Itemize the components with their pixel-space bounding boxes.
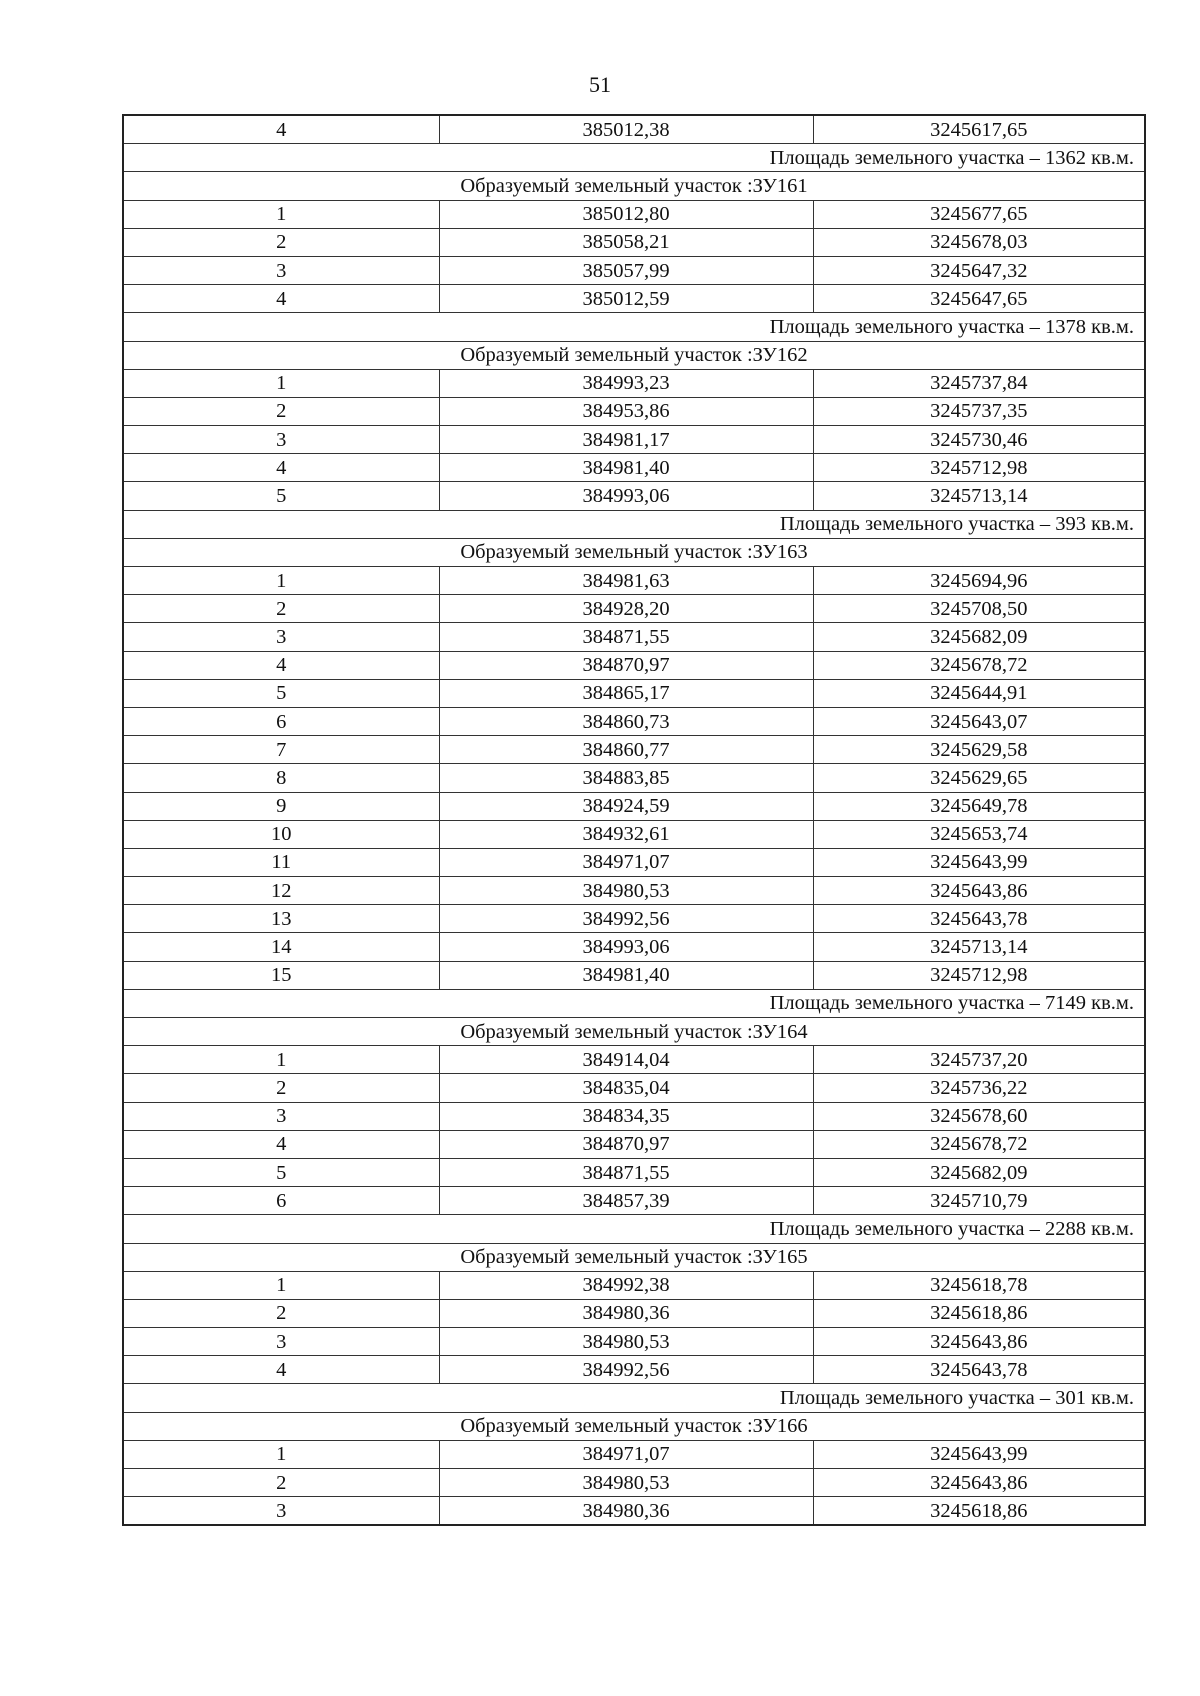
point-number-cell: 5 bbox=[123, 482, 439, 510]
x-coordinate-cell: 384860,77 bbox=[439, 736, 813, 764]
y-coordinate-cell: 3245617,65 bbox=[813, 115, 1145, 144]
y-coordinate-cell: 3245713,14 bbox=[813, 482, 1145, 510]
point-number-cell: 2 bbox=[123, 1074, 439, 1102]
x-coordinate-cell: 384971,07 bbox=[439, 848, 813, 876]
x-coordinate-cell: 384980,53 bbox=[439, 1469, 813, 1497]
table-row bbox=[123, 369, 1145, 397]
point-number-cell: 4 bbox=[123, 454, 439, 482]
table-row bbox=[123, 200, 1145, 228]
x-coordinate-cell: 384993,06 bbox=[439, 482, 813, 510]
table-row bbox=[123, 679, 1145, 707]
x-coordinate-cell: 384993,06 bbox=[439, 933, 813, 961]
x-coordinate-cell: 384870,97 bbox=[439, 1130, 813, 1158]
table-row bbox=[123, 482, 1145, 510]
parcel-header-row bbox=[123, 1018, 1145, 1046]
y-coordinate-cell: 3245712,98 bbox=[813, 961, 1145, 989]
parcel-title: Образуемый земельный участок :ЗУ166 bbox=[123, 1412, 1145, 1440]
x-coordinate-cell: 384883,85 bbox=[439, 764, 813, 792]
point-number-cell: 3 bbox=[123, 1328, 439, 1356]
y-coordinate-cell: 3245737,20 bbox=[813, 1046, 1145, 1074]
y-coordinate-cell: 3245629,65 bbox=[813, 764, 1145, 792]
point-number-cell: 6 bbox=[123, 1187, 439, 1215]
table-row bbox=[123, 877, 1145, 905]
point-number-cell: 15 bbox=[123, 961, 439, 989]
point-number-cell: 11 bbox=[123, 848, 439, 876]
table-row bbox=[123, 595, 1145, 623]
x-coordinate-cell: 384953,86 bbox=[439, 397, 813, 425]
point-number-cell: 6 bbox=[123, 707, 439, 735]
point-number-cell: 1 bbox=[123, 369, 439, 397]
y-coordinate-cell: 3245678,60 bbox=[813, 1102, 1145, 1130]
y-coordinate-cell: 3245678,03 bbox=[813, 228, 1145, 256]
table-row bbox=[123, 1046, 1145, 1074]
table-row bbox=[123, 1469, 1145, 1497]
table-row bbox=[123, 1497, 1145, 1526]
x-coordinate-cell: 384980,53 bbox=[439, 877, 813, 905]
y-coordinate-cell: 3245643,86 bbox=[813, 1328, 1145, 1356]
y-coordinate-cell: 3245737,84 bbox=[813, 369, 1145, 397]
y-coordinate-cell: 3245644,91 bbox=[813, 679, 1145, 707]
x-coordinate-cell: 384834,35 bbox=[439, 1102, 813, 1130]
table-row bbox=[123, 623, 1145, 651]
table-row bbox=[123, 1271, 1145, 1299]
table-row bbox=[123, 426, 1145, 454]
parcel-title: Образуемый земельный участок :ЗУ164 bbox=[123, 1018, 1145, 1046]
parcel-area-text: Площадь земельного участка – 7149 кв.м. bbox=[123, 989, 1145, 1017]
table-row bbox=[123, 1102, 1145, 1130]
y-coordinate-cell: 3245677,65 bbox=[813, 200, 1145, 228]
x-coordinate-cell: 385012,59 bbox=[439, 285, 813, 313]
parcel-header-row bbox=[123, 341, 1145, 369]
y-coordinate-cell: 3245618,78 bbox=[813, 1271, 1145, 1299]
table-row bbox=[123, 1356, 1145, 1384]
point-number-cell: 8 bbox=[123, 764, 439, 792]
x-coordinate-cell: 384860,73 bbox=[439, 707, 813, 735]
y-coordinate-cell: 3245643,86 bbox=[813, 877, 1145, 905]
parcel-area-text: Площадь земельного участка – 393 кв.м. bbox=[123, 510, 1145, 538]
y-coordinate-cell: 3245647,65 bbox=[813, 285, 1145, 313]
y-coordinate-cell: 3245682,09 bbox=[813, 1158, 1145, 1186]
x-coordinate-cell: 385012,38 bbox=[439, 115, 813, 144]
parcel-title: Образуемый земельный участок :ЗУ161 bbox=[123, 172, 1145, 200]
x-coordinate-cell: 385012,80 bbox=[439, 200, 813, 228]
point-number-cell: 1 bbox=[123, 567, 439, 595]
table-row bbox=[123, 848, 1145, 876]
point-number-cell: 3 bbox=[123, 623, 439, 651]
point-number-cell: 2 bbox=[123, 1469, 439, 1497]
point-number-cell: 4 bbox=[123, 115, 439, 144]
y-coordinate-cell: 3245713,14 bbox=[813, 933, 1145, 961]
y-coordinate-cell: 3245653,74 bbox=[813, 820, 1145, 848]
table-row bbox=[123, 933, 1145, 961]
parcel-area-text: Площадь земельного участка – 301 кв.м. bbox=[123, 1384, 1145, 1412]
x-coordinate-cell: 384992,56 bbox=[439, 1356, 813, 1384]
y-coordinate-cell: 3245737,35 bbox=[813, 397, 1145, 425]
table-row bbox=[123, 707, 1145, 735]
x-coordinate-cell: 384980,53 bbox=[439, 1328, 813, 1356]
x-coordinate-cell: 384981,40 bbox=[439, 454, 813, 482]
point-number-cell: 3 bbox=[123, 1102, 439, 1130]
area-row bbox=[123, 1215, 1145, 1243]
x-coordinate-cell: 384857,39 bbox=[439, 1187, 813, 1215]
parcel-area-text: Площадь земельного участка – 2288 кв.м. bbox=[123, 1215, 1145, 1243]
table-row bbox=[123, 1074, 1145, 1102]
x-coordinate-cell: 384981,40 bbox=[439, 961, 813, 989]
parcel-area-text: Площадь земельного участка – 1362 кв.м. bbox=[123, 144, 1145, 172]
point-number-cell: 9 bbox=[123, 792, 439, 820]
coordinates-table bbox=[122, 114, 1146, 1526]
parcel-header-row bbox=[123, 1412, 1145, 1440]
table-row bbox=[123, 651, 1145, 679]
point-number-cell: 10 bbox=[123, 820, 439, 848]
parcel-header-row bbox=[123, 1243, 1145, 1271]
parcel-area-text: Площадь земельного участка – 1378 кв.м. bbox=[123, 313, 1145, 341]
y-coordinate-cell: 3245694,96 bbox=[813, 567, 1145, 595]
table-row bbox=[123, 1328, 1145, 1356]
point-number-cell: 3 bbox=[123, 256, 439, 284]
x-coordinate-cell: 384981,63 bbox=[439, 567, 813, 595]
table-row bbox=[123, 736, 1145, 764]
y-coordinate-cell: 3245678,72 bbox=[813, 1130, 1145, 1158]
area-row bbox=[123, 144, 1145, 172]
x-coordinate-cell: 384971,07 bbox=[439, 1440, 813, 1468]
table-row bbox=[123, 792, 1145, 820]
point-number-cell: 14 bbox=[123, 933, 439, 961]
point-number-cell: 3 bbox=[123, 1497, 439, 1526]
x-coordinate-cell: 384865,17 bbox=[439, 679, 813, 707]
point-number-cell: 2 bbox=[123, 228, 439, 256]
parcel-title: Образуемый земельный участок :ЗУ165 bbox=[123, 1243, 1145, 1271]
x-coordinate-cell: 384835,04 bbox=[439, 1074, 813, 1102]
area-row bbox=[123, 989, 1145, 1017]
x-coordinate-cell: 385058,21 bbox=[439, 228, 813, 256]
x-coordinate-cell: 384992,56 bbox=[439, 905, 813, 933]
x-coordinate-cell: 384870,97 bbox=[439, 651, 813, 679]
point-number-cell: 1 bbox=[123, 200, 439, 228]
y-coordinate-cell: 3245643,86 bbox=[813, 1469, 1145, 1497]
point-number-cell: 7 bbox=[123, 736, 439, 764]
parcel-title: Образуемый земельный участок :ЗУ163 bbox=[123, 538, 1145, 566]
point-number-cell: 13 bbox=[123, 905, 439, 933]
y-coordinate-cell: 3245647,32 bbox=[813, 256, 1145, 284]
table-row bbox=[123, 820, 1145, 848]
y-coordinate-cell: 3245643,99 bbox=[813, 848, 1145, 876]
table-row bbox=[123, 961, 1145, 989]
y-coordinate-cell: 3245618,86 bbox=[813, 1299, 1145, 1327]
x-coordinate-cell: 384871,55 bbox=[439, 1158, 813, 1186]
table-row bbox=[123, 1299, 1145, 1327]
table-row bbox=[123, 397, 1145, 425]
y-coordinate-cell: 3245710,79 bbox=[813, 1187, 1145, 1215]
x-coordinate-cell: 385057,99 bbox=[439, 256, 813, 284]
table-row bbox=[123, 454, 1145, 482]
area-row bbox=[123, 1384, 1145, 1412]
parcel-title: Образуемый земельный участок :ЗУ162 bbox=[123, 341, 1145, 369]
y-coordinate-cell: 3245649,78 bbox=[813, 792, 1145, 820]
point-number-cell: 2 bbox=[123, 1299, 439, 1327]
table-row bbox=[123, 285, 1145, 313]
y-coordinate-cell: 3245618,86 bbox=[813, 1497, 1145, 1526]
point-number-cell: 2 bbox=[123, 397, 439, 425]
area-row bbox=[123, 313, 1145, 341]
point-number-cell: 5 bbox=[123, 1158, 439, 1186]
y-coordinate-cell: 3245643,07 bbox=[813, 707, 1145, 735]
parcel-header-row bbox=[123, 538, 1145, 566]
table-row bbox=[123, 905, 1145, 933]
x-coordinate-cell: 384981,17 bbox=[439, 426, 813, 454]
table-row bbox=[123, 1440, 1145, 1468]
point-number-cell: 2 bbox=[123, 595, 439, 623]
table-row bbox=[123, 228, 1145, 256]
y-coordinate-cell: 3245736,22 bbox=[813, 1074, 1145, 1102]
y-coordinate-cell: 3245678,72 bbox=[813, 651, 1145, 679]
point-number-cell: 5 bbox=[123, 679, 439, 707]
y-coordinate-cell: 3245643,99 bbox=[813, 1440, 1145, 1468]
y-coordinate-cell: 3245643,78 bbox=[813, 1356, 1145, 1384]
x-coordinate-cell: 384914,04 bbox=[439, 1046, 813, 1074]
y-coordinate-cell: 3245629,58 bbox=[813, 736, 1145, 764]
x-coordinate-cell: 384992,38 bbox=[439, 1271, 813, 1299]
x-coordinate-cell: 384932,61 bbox=[439, 820, 813, 848]
table-row bbox=[123, 115, 1145, 144]
page-number: 51 bbox=[589, 72, 611, 97]
coordinates-table-body bbox=[123, 115, 1145, 1525]
table-row bbox=[123, 764, 1145, 792]
point-number-cell: 1 bbox=[123, 1440, 439, 1468]
parcel-header-row bbox=[123, 172, 1145, 200]
table-row bbox=[123, 1130, 1145, 1158]
table-row bbox=[123, 1158, 1145, 1186]
y-coordinate-cell: 3245682,09 bbox=[813, 623, 1145, 651]
point-number-cell: 3 bbox=[123, 426, 439, 454]
table-row bbox=[123, 256, 1145, 284]
x-coordinate-cell: 384871,55 bbox=[439, 623, 813, 651]
x-coordinate-cell: 384928,20 bbox=[439, 595, 813, 623]
y-coordinate-cell: 3245730,46 bbox=[813, 426, 1145, 454]
point-number-cell: 4 bbox=[123, 1130, 439, 1158]
y-coordinate-cell: 3245712,98 bbox=[813, 454, 1145, 482]
x-coordinate-cell: 384993,23 bbox=[439, 369, 813, 397]
point-number-cell: 1 bbox=[123, 1046, 439, 1074]
point-number-cell: 4 bbox=[123, 1356, 439, 1384]
y-coordinate-cell: 3245708,50 bbox=[813, 595, 1145, 623]
point-number-cell: 1 bbox=[123, 1271, 439, 1299]
point-number-cell: 12 bbox=[123, 877, 439, 905]
point-number-cell: 4 bbox=[123, 651, 439, 679]
x-coordinate-cell: 384924,59 bbox=[439, 792, 813, 820]
table-row bbox=[123, 567, 1145, 595]
x-coordinate-cell: 384980,36 bbox=[439, 1497, 813, 1526]
area-row bbox=[123, 510, 1145, 538]
point-number-cell: 4 bbox=[123, 285, 439, 313]
x-coordinate-cell: 384980,36 bbox=[439, 1299, 813, 1327]
y-coordinate-cell: 3245643,78 bbox=[813, 905, 1145, 933]
table-row bbox=[123, 1187, 1145, 1215]
